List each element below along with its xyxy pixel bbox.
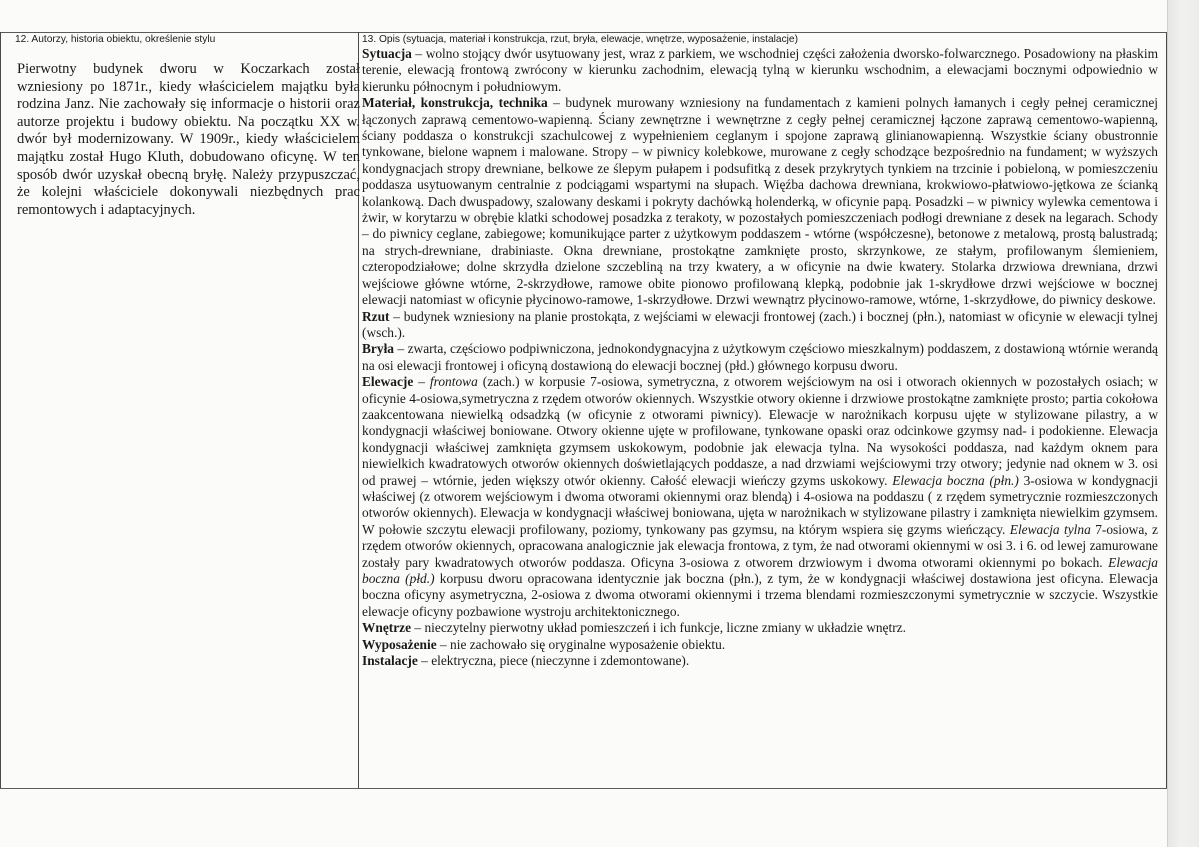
- bottom-rule: [0, 788, 1167, 789]
- label-wyposazenie: Wyposażenie: [362, 636, 437, 652]
- label-instalacje: Instalacje: [362, 653, 418, 669]
- right-border: [1166, 32, 1167, 788]
- text-elewacje-d: 7-osiowa, z rzędem otworów okiennych, opracowana analogicznie jak elewacja frontowa, z tym, że nad otworami okiennymi w osi 3. i 6. od lewej zamurowane zostały pary kwadratowych otworów poddasza. Oficyna 3-osiowa z otworem drzwiowym i dwoma otworami okiennymi po bokach.: [362, 521, 1158, 570]
- description-column: [362, 34, 1158, 669]
- paragraph-instalacje: [362, 653, 1158, 669]
- authors-history-column: [15, 34, 360, 219]
- text-elewacje-c: 3-osiowa w kondygnacji właściwej (z otworem wejściowym i dwoma otworami okiennymi oraz blendą) i 4-osiowa na poddaszu ( z rzędem symetrycznie rozmieszczonych otworów okiennych). Elewacja w kondygnacji właściwej boniowana, ujęta w narożnikach w stylizowane pilastry i zamknięta niewielkim gzymsem. W połowie szczytu elewacji profilowany, poziomy, tynkowany pas gzymsu, na którym wspiera się gzyms wieńczący.: [362, 472, 1159, 537]
- label-sytuacja: Sytuacja: [362, 46, 412, 61]
- paragraph-elewacje: [362, 374, 1158, 620]
- italic-boczna-pld: Elewacja boczna (płd.): [362, 554, 1158, 586]
- text-material: – budynek murowany wzniesiony na fundamentach z kamieni polnych łamanych i cegły pełnej ceramicznej łączonych zaprawą cementowo-wapienną. Ściany zewnętrzne i wewnętrzne z cegły pełnej ceramicznej łączone zaprawą cementowo-wapienną, ściany poddasza o konstrukcji szachulcowej z wypełnieniem ceglanym i spojone zaprawą glinianowapienną. Wszystkie ściany obustronnie tynkowane, bielone wapnem i malowane. Stropy – w piwnicy kolebkowe, murowane z cegły schodzące bezpośrednio na fundament; w wyższych kondygnacjach stropy drewniane, belkowe ze ślepym pułapem i podsufitką z desek przykrytych tynkiem na trzcinie i pobieloną, w pomieszczeniu poddasza usytuowanym centralnie z podciągami wspartymi na słupach. Więźba dachowa drewniana, krokwiowo-płatwiowo-jętkowa ze ścianką kolankową. Dach dwuspadowy, szalowany deskami i pokryty dachówką holenderką, w oficynie papą. Posadzki – w piwnicy wylewka cementowa i żwir, w korytarzu w obrębie klatki schodowej posadzka z terakoty, w pozostałych pomieszczeniach podłogi drewniane z desek na legarach. Schody – do piwnicy ceglane, zabiegowe; komunikujące parter z użytkowym poddaszem - wtórne (współczesne), betonowe z metalową, prostą balustradą; na strych-drewniane, drabiniaste. Okna drewniane, prostokątne zamknięte prosto, skrzynkowe, ze stałym, profilowanym ślemieniem, czteropodziałowe; dolne skrzydła dzielone szczebliną na trzy kwatery, a w oficynie na dwie kwatery. Stolarka drzwiowa drewniana, drzwi wejściowe główne wtórne, 2-skrzydłowe, ramowe obite pionowo profilowaną klepką, podobnie jak 1-skrydłowe drzwi wejściowe w bocznej elewacji natomiast w oficynie płycinowo-ramowe, 1-skrzydłowe. Drzwi wewnątrz płycinowo-ramowe, wtórne, 1-skrzydłowe, do piwnicy deskowe.: [362, 95, 1158, 308]
- label-wnetrze: Wnętrze: [362, 620, 412, 636]
- top-rule: [0, 32, 1167, 33]
- text-bryla: – zwarta, częściowo podpiwniczona, jednokondygnacyjna z użytkowym częściowo mieszkalnym) poddaszem, z dostawioną wtórnie werandą na osi elewacji frontowej i oficyną dostawioną do elewacji bocznej (płd.) głównego korpusu dworu.: [362, 341, 1158, 373]
- paragraph-material: [362, 95, 1158, 308]
- paragraph-bryla: [362, 341, 1158, 374]
- text-elewacje-e: korpusu dworu opracowana identycznie jak boczna (płn.), z tym, że w kondygnacji właściwej dostawiona jest oficyna. Elewacja boczna oficyny asymetryczna, 2-osiowa z dwoma otworami okiennymi i trzema blendami rozmieszczonymi symetrycznie w szczycie. Wszystkie elewacje oficyny pozbawione wystroju architektonicznego.: [362, 571, 1158, 619]
- paper-edge: [1167, 0, 1199, 847]
- label-bryla: Bryła: [362, 341, 394, 357]
- label-elewacje: Elewacje: [362, 374, 414, 390]
- paragraph-sytuacja: [362, 46, 1158, 95]
- left-border: [0, 32, 1, 788]
- paragraph-wnetrze: [362, 620, 1158, 636]
- history-text: Pierwotny budynek dworu w Koczarkach został wzniesiony po 1871r., kiedy właścicielem majątku była rodzina Janz. Nie zachowały się informacje o historii oraz autorze projektu i budowy obiektu. Na początku XX w. dwór był modernizowany. W 1909r., kiedy właścicielem majątku został Hugo Kluth, dobudowano oficynę. W ten sposób dwór uzyskał obecną bryłę. Należy przypuszczać, że kolejni właściciele dokonywali niezbędnych prac remontowych i adaptacyjnych.: [17, 61, 360, 218]
- text-wnetrze: – nieczytelny pierwotny układ pomieszczeń i ich funkcje, liczne zmiany w układzie wnętrz.: [411, 620, 906, 636]
- text-instalacje: – elektryczna, piece (nieczynne i zdemontowane).: [417, 653, 690, 669]
- italic-frontowa: frontowa: [429, 374, 478, 390]
- label-rzut: Rzut: [362, 308, 390, 324]
- paragraph-rzut: [362, 309, 1158, 342]
- paragraph-wyposazenie: [362, 637, 1158, 653]
- label-material: Materiał, konstrukcja, technika: [362, 95, 548, 111]
- italic-boczna-pln: Elewacja boczna (płn.): [892, 472, 1019, 488]
- text-elewacje-b: (zach.) w korpusie 7-osiowa, symetryczna, z otworem wejściowym na osi i otworach okiennych w pozostałych osiach; w oficynie 4-osiowa,symetryczna z rzędem otworów okiennych. Wszystkie otwory okienne i drzwiowe prostokątne zamknięte prosto; partia cokołowa zaakcentowana niewielką odsadzką (w oficynie z otworami piwnicy). Elewacje w narożnikach korpusu ujęte w stylizowane pilastry, a w kondygnacji właściwej boniowane. Otwory okienne ujęte w profilowane, tynkowane opaski oraz odcinkowe gzymsy nad- i podokienne. Elewacja kondygnacji właściwej zamknięta gzymsem uskokowym, podobnie jak elewacja tylna. Na wysokości poddasza, nad każdym oknem para niewielkich kwadratowych otworów okiennych doświetlających poddasze, a nad drzwiami wejściowymi trzy otwory; jedynie nad oknem w 3. osi od prawej – wtórnie, jeden większy otwór okienny. Całość elewacji wieńczy gzyms uskokowy.: [362, 374, 1159, 488]
- text-rzut: – budynek wzniesiony na planie prostokąta, z wejściami w elewacji frontowej (zach.) i bocznej (płn.), natomiast w oficynie w elewacji tylnej (wsch.).: [362, 308, 1158, 340]
- section-12-heading: 12. Autorzy, historia obiektu, określenie stylu: [15, 34, 216, 45]
- text-wyposazenie: – nie zachowało się oryginalne wyposażenie obiektu.: [436, 636, 726, 652]
- text-elewacje-a: –: [413, 374, 430, 390]
- section-13-heading: 13. Opis (sytuacja, materiał i konstrukcja, rzut, bryła, elewacje, wnętrze, wyposażenie, instalacje): [362, 34, 798, 45]
- italic-tylna: Elewacja tylna: [1009, 521, 1091, 537]
- text-sytuacja: – wolno stojący dwór usytuowany jest, wraz z parkiem, we wschodniej części założenia dworsko-folwarcznego. Posadowiony na płaskim terenie, elewacją frontową zwrócony w kierunku zachodnim, elewacją tylną w kierunku wschodnim, a elewacjami bocznymi odpowiednio w kierunku północnym i południowym.: [362, 46, 1158, 94]
